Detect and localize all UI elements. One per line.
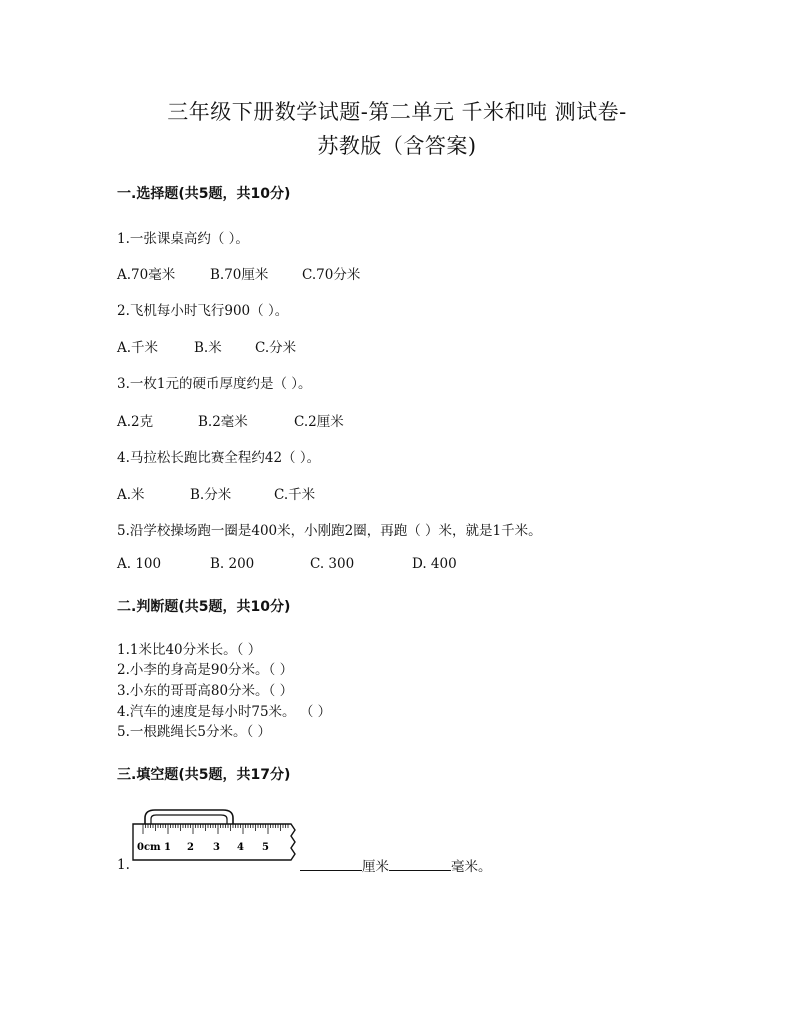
- option-a[interactable]: A.米: [117, 487, 145, 503]
- fill-answer-line: [300, 855, 492, 875]
- judge-item: 5.一根跳绳长5分米。（ ）: [117, 724, 272, 740]
- option-a[interactable]: A.千米: [117, 340, 159, 356]
- answer-blank-2[interactable]: [389, 856, 451, 871]
- option-c[interactable]: C. 300: [310, 556, 355, 572]
- option-a[interactable]: A.70毫米: [117, 267, 176, 283]
- ruler-label: 0cm: [137, 842, 161, 853]
- option-a[interactable]: A. 100: [117, 556, 162, 572]
- option-b[interactable]: B.2毫米: [198, 414, 248, 430]
- option-b[interactable]: B. 200: [210, 556, 255, 572]
- question-text: 1.一张课桌高约（ ）。: [117, 231, 249, 247]
- section-heading-judge: 二.判断题(共5题，共10分): [117, 599, 291, 615]
- ruler-label: 2: [187, 842, 194, 853]
- unit-label-1: 厘米: [362, 859, 389, 875]
- question-text: 3.一枚1元的硬币厚度约是（ ）。: [117, 376, 312, 392]
- option-b[interactable]: B.70厘米: [210, 267, 269, 283]
- ruler-label: 1: [164, 842, 171, 853]
- document-title-line2: 苏教版（含答案): [317, 134, 477, 158]
- option-c[interactable]: C.千米: [274, 487, 316, 503]
- document-title-line1: 三年级下册数学试题-第二单元 千米和吨 测试卷-: [167, 100, 627, 124]
- section-heading-fill: 三.填空题(共5题，共17分): [117, 767, 291, 783]
- option-c[interactable]: C.70分米: [302, 267, 361, 283]
- ruler-label: 3: [213, 842, 220, 853]
- judge-item: 3.小东的哥哥高80分米。（ ）: [117, 683, 294, 699]
- option-b[interactable]: B.分米: [190, 487, 232, 503]
- answer-blank-1[interactable]: [300, 856, 362, 871]
- question-text: 4.马拉松长跑比赛全程约42（ ）。: [117, 450, 321, 466]
- judge-item: 4.汽车的速度是每小时75米。 （ ）: [117, 704, 332, 720]
- option-b[interactable]: B.米: [194, 340, 222, 356]
- option-d[interactable]: D. 400: [412, 556, 457, 572]
- section-heading-choice: 一.选择题(共5题，共10分): [117, 186, 291, 202]
- option-c[interactable]: C.2厘米: [294, 414, 344, 430]
- option-c[interactable]: C.分米: [255, 340, 297, 356]
- judge-item: 1.1米比40分米长。（ ）: [117, 642, 262, 658]
- fill-question-1: [117, 810, 617, 880]
- question-text: 5.沿学校操场跑一圈是400米，小刚跑2圈，再跑（ ）米，就是1千米。: [117, 523, 542, 539]
- question-number: 1.: [117, 857, 130, 873]
- ruler-figure: [131, 806, 306, 866]
- judge-item: 2.小李的身高是90分米。（ ）: [117, 662, 294, 678]
- unit-label-2: 毫米。: [451, 859, 492, 875]
- option-a[interactable]: A.2克: [117, 414, 154, 430]
- question-text: 2.飞机每小时飞行900（ ）。: [117, 303, 289, 319]
- ruler-label: 5: [262, 842, 269, 853]
- ruler-label: 4: [237, 842, 244, 853]
